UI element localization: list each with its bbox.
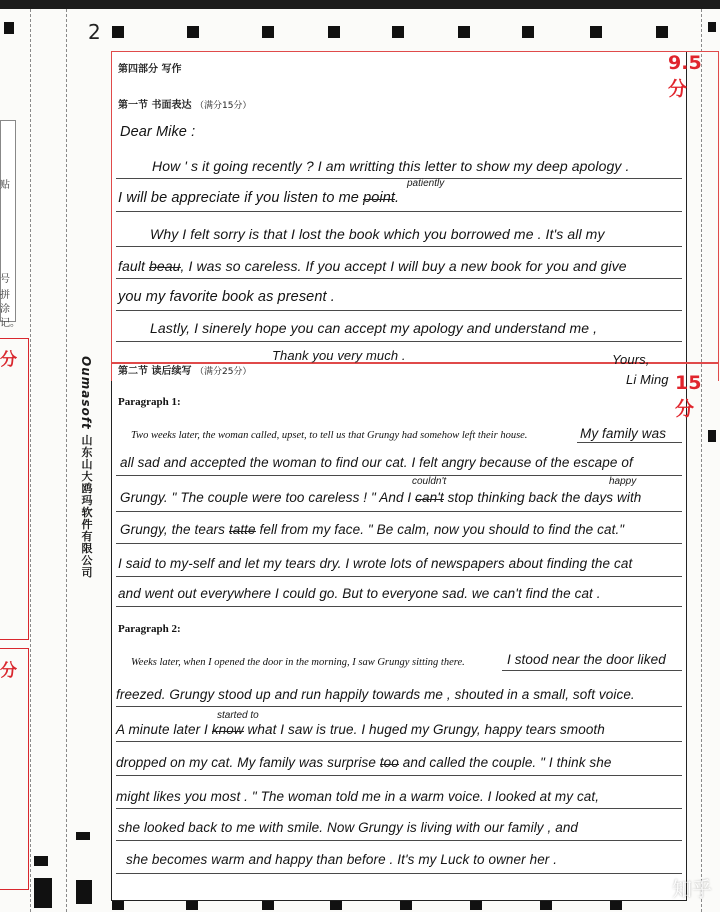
letter-line: Lastly, I sinerely hope you can accept my apology and understand me ,: [150, 320, 598, 336]
timing-mark: [262, 900, 274, 910]
margin-dashed-line: [30, 9, 31, 912]
timing-mark: [4, 22, 14, 34]
timing-mark: [112, 26, 124, 38]
paragraph1-prompt: Two weeks later, the woman called, upset, to tell us that Grungy had somehow left their house.: [131, 430, 528, 441]
section1-title-text: 第一节 书面表达: [118, 100, 192, 111]
writing-line: [116, 840, 682, 841]
writing-line: [577, 442, 682, 443]
timing-mark: [708, 430, 716, 442]
writing-line: [116, 211, 682, 212]
struck-word: [229, 522, 256, 537]
writing-line: [116, 576, 682, 577]
strike-through: [415, 499, 444, 500]
paragraph1-line-text: Grungy, the tears: [120, 522, 229, 537]
timing-mark: [656, 26, 668, 38]
timing-mark: [540, 900, 552, 910]
writing-line: [116, 775, 682, 776]
paragraph2-line: I stood near the door liked: [507, 652, 666, 667]
letter-line-text: I will be appreciate if you listen to me: [118, 190, 364, 206]
paragraph2-line-rest: and called the couple. " I think she: [398, 755, 612, 770]
struck-word: [415, 490, 444, 505]
letter-signature: Li Ming: [626, 372, 669, 387]
left-margin-char: 涂: [0, 304, 10, 315]
letter-line: How ' s it going recently ? I am writting this letter to show my deep apology .: [152, 158, 630, 174]
timing-mark: [76, 832, 90, 840]
watermark: 知乎: [672, 877, 712, 901]
writing-line: [116, 873, 682, 874]
struck-word-text: know: [211, 722, 244, 737]
paragraph2-line-rest: what I saw is true. I huged my Grungy, happy tears smooth: [243, 722, 605, 737]
strike-through: [149, 267, 181, 268]
timing-mark: [112, 900, 124, 910]
letter-closing: Yours,: [612, 352, 650, 367]
timing-mark: [186, 900, 198, 910]
writing-line: [116, 741, 682, 742]
strike-through: [229, 531, 256, 532]
writing-line: [116, 606, 682, 607]
section2-score: 15分: [675, 372, 702, 420]
section1-points: （满分15分）: [194, 101, 252, 111]
timing-mark: [590, 26, 602, 38]
vendor-brand: Oumasoft: [79, 356, 93, 430]
paragraph2-label: Paragraph 2:: [118, 623, 181, 635]
inserted-word: patiently: [407, 178, 445, 189]
writing-line: [116, 246, 682, 247]
paragraph2-line-text: A minute later I: [116, 722, 212, 737]
timing-mark: [400, 900, 412, 910]
letter-line-text: fault: [118, 258, 149, 274]
paragraph2-line-text: dropped on my cat. My family was surprise: [116, 755, 380, 770]
paragraph1-line: and went out everywhere I could go. But to everyone sad. we can't find the cat .: [118, 586, 601, 601]
vendor-company: 山东山大鸥玛软件有限公司: [80, 434, 93, 579]
struck-word-text: beau: [148, 258, 181, 274]
paragraph2-line: she looked back to me with smile. Now Grungy is living with our family , and: [118, 820, 579, 835]
page-number: 2: [88, 20, 101, 44]
left-score-label: 分: [0, 350, 17, 370]
letter-line-end: .: [395, 190, 400, 206]
timing-mark: [330, 900, 342, 910]
inserted-word: happy: [609, 476, 637, 487]
part-title: 第四部分 写作: [118, 64, 182, 75]
timing-mark: [34, 878, 52, 908]
strike-through: [380, 764, 399, 765]
paragraph2-prompt: Weeks later, when I opened the door in the morning, I saw Grungy sitting there.: [131, 657, 465, 668]
timing-mark: [458, 26, 470, 38]
struck-word: [363, 190, 395, 206]
paragraph2-line: she becomes warm and happy than before . It's my Luck to owner her .: [126, 852, 558, 867]
paragraph1-line-text: Grungy. " The couple were too careless ! " And I: [120, 490, 416, 505]
timing-mark: [34, 856, 48, 866]
left-score-box: [0, 338, 29, 640]
paragraph1-line-mid: stop thinking back the: [443, 490, 585, 505]
timing-mark: [610, 900, 622, 910]
struck-word-text: too: [379, 755, 399, 770]
writing-line: [116, 511, 682, 512]
writing-line: [116, 808, 682, 809]
left-score-label: 分: [0, 661, 17, 681]
writing-line: [502, 670, 682, 671]
letter-line: Why I felt sorry is that I lost the book which you borrowed me . It's all my: [150, 226, 605, 242]
letter-line: [118, 190, 399, 206]
struck-word: [149, 258, 181, 274]
inserted-word: started to: [217, 710, 259, 721]
letter-line: you my favorite book as present .: [118, 289, 335, 305]
timing-mark: [76, 880, 92, 904]
paragraph1-line: [120, 522, 624, 537]
writing-line: [116, 543, 682, 544]
top-black-bar: [0, 0, 720, 9]
paragraph2-line: [116, 722, 605, 737]
paragraph1-line: I said to my-self and let my tears dry. I wrote lots of newspapers about finding the cat: [118, 556, 633, 571]
timing-mark: [187, 26, 199, 38]
writing-line: [116, 706, 682, 707]
letter-line-rest: , I was so careless. If you accept I will buy a new book for you and give: [180, 258, 627, 274]
timing-mark: [522, 26, 534, 38]
strike-through: [212, 731, 244, 732]
fold-dashed-line: [66, 9, 67, 912]
paragraph2-line: might likes you most . " The woman told me in a warm voice. I looked at my cat,: [116, 789, 600, 804]
section2-points: （满分25分）: [194, 367, 252, 377]
writing-line: [116, 178, 682, 179]
writing-line: [116, 278, 682, 279]
left-margin-char: 贴: [0, 180, 10, 191]
struck-word-text: point: [363, 190, 396, 206]
struck-word: [380, 755, 399, 770]
vendor-vertical-text: [78, 356, 94, 579]
paragraph2-line: [116, 755, 612, 770]
section1-title: [118, 96, 251, 111]
letter-line: [118, 258, 627, 274]
struck-word-text: tatte: [228, 522, 256, 537]
left-score-box: [0, 648, 29, 890]
timing-mark: [328, 26, 340, 38]
writing-line: [116, 341, 682, 342]
left-margin-char: 记。: [0, 318, 20, 329]
paragraph2-line: freezed. Grungy stood up and run happily towards me , shouted in a small, soft voice.: [116, 687, 635, 702]
paragraph1-line-end: days with: [584, 490, 642, 505]
left-margin-char: 号: [0, 274, 10, 285]
section2-title-text: 第二节 读后续写: [118, 366, 192, 377]
struck-word-text: can't: [415, 490, 444, 505]
timing-mark: [708, 22, 716, 32]
writing-line: [116, 475, 682, 476]
paragraph1-line: My family was: [580, 426, 667, 441]
left-margin-char: 拼: [0, 290, 10, 301]
letter-greeting: Dear Mike :: [120, 124, 196, 140]
letter-line: Thank you very much .: [272, 348, 406, 363]
writing-line: [116, 310, 682, 311]
paragraph1-line-rest: fell from my face. " Be calm, now you should to find the cat.": [255, 522, 625, 537]
struck-word: [212, 722, 244, 737]
inserted-word: couldn't: [412, 476, 447, 487]
section1-score: 9.5分: [668, 52, 702, 100]
paragraph1-line: all sad and accepted the woman to find our cat. I felt angry because of the escape of: [120, 455, 633, 470]
paragraph1-line: [120, 490, 641, 505]
timing-mark: [392, 26, 404, 38]
strike-through: [363, 199, 395, 200]
paragraph1-label: Paragraph 1:: [118, 396, 181, 408]
section2-title: [118, 362, 251, 377]
timing-mark: [262, 26, 274, 38]
timing-mark: [470, 900, 482, 910]
